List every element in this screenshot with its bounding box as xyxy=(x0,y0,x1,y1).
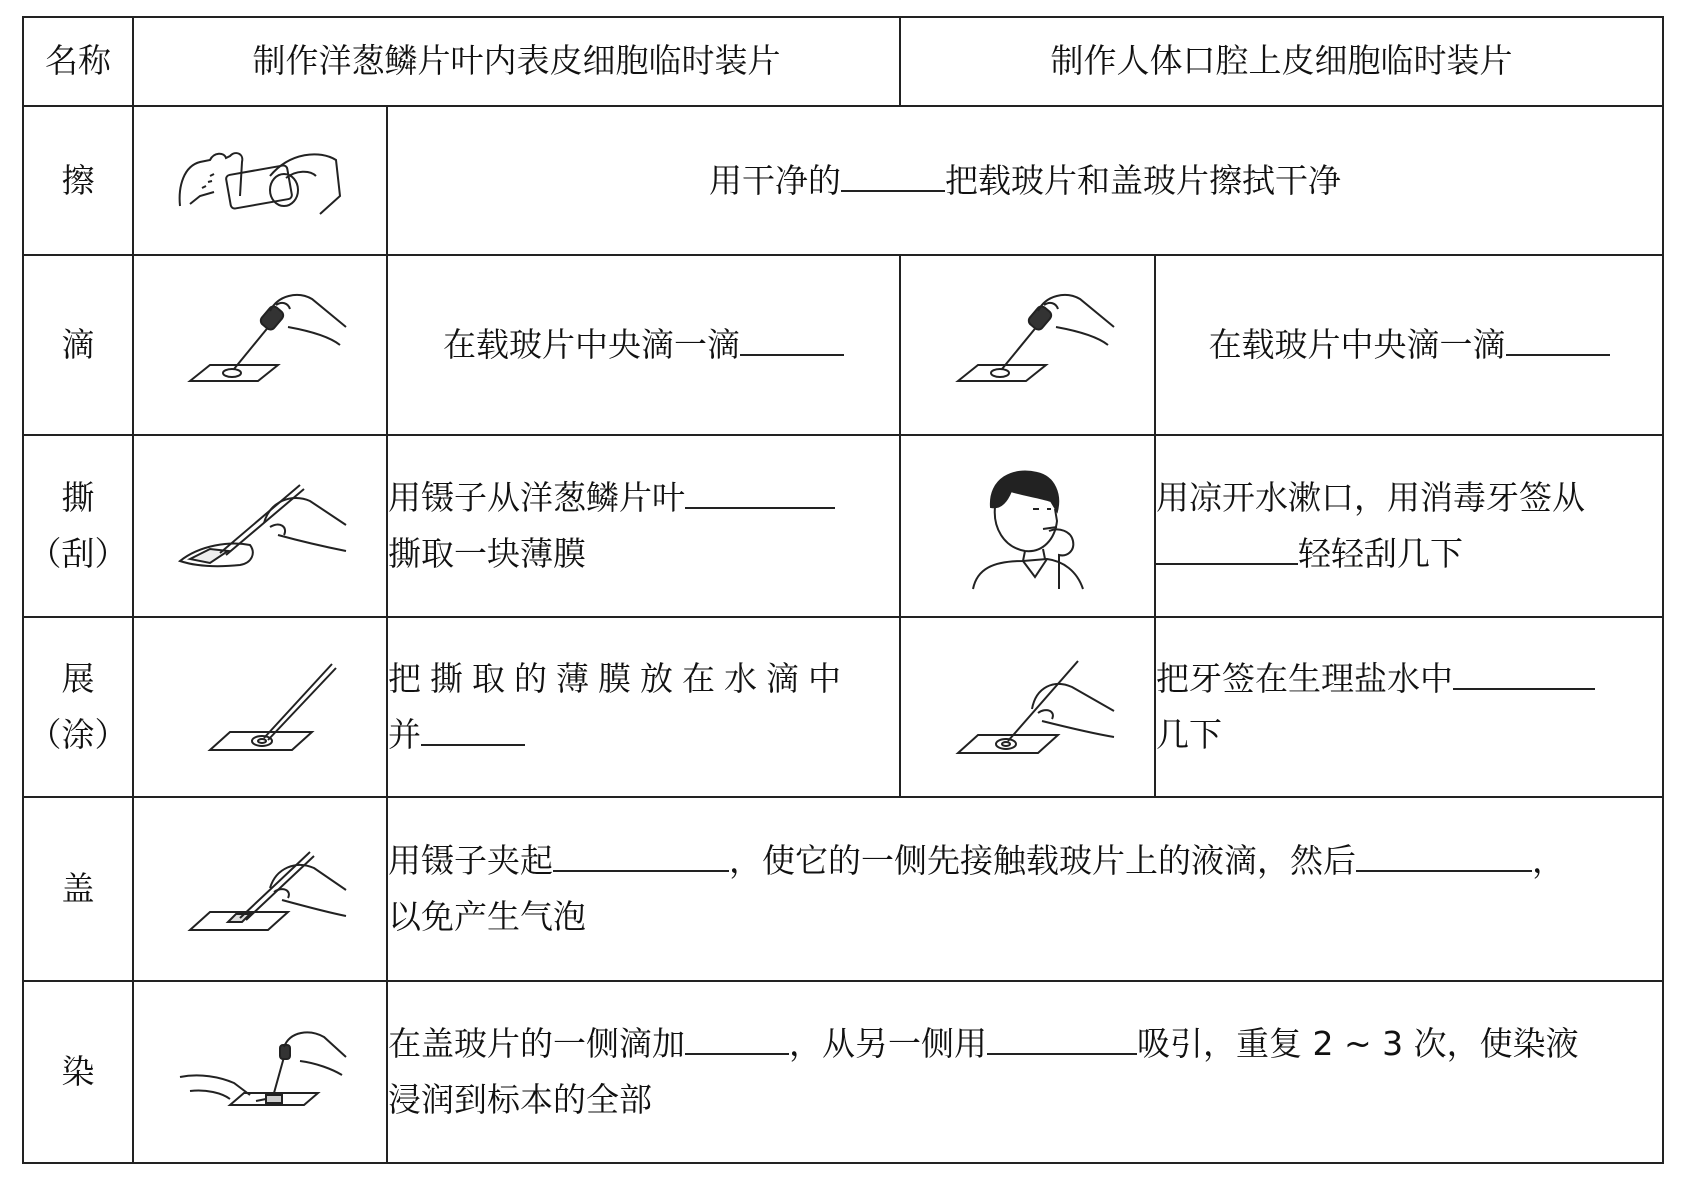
tear-onion-line1 xyxy=(388,470,899,526)
step-stain: 染 xyxy=(23,981,133,1163)
stain-blank-1[interactable] xyxy=(685,1019,789,1055)
row-cover xyxy=(23,797,1663,981)
row-wipe xyxy=(23,106,1663,256)
drop-cheek-blank[interactable] xyxy=(1506,320,1610,356)
tear-figure xyxy=(133,435,387,617)
spread-cheek-blank[interactable] xyxy=(1453,654,1595,690)
stain-text1: 在盖玻片的一侧滴加 xyxy=(388,1024,685,1064)
row-stain xyxy=(23,981,1663,1163)
tear-onion-line2: 撕取一块薄膜 xyxy=(388,534,586,574)
step-spread xyxy=(23,617,133,797)
drop-onion-blank[interactable] xyxy=(740,320,844,356)
spread-onion-text2: 并 xyxy=(388,715,421,755)
step-cover: 盖 xyxy=(23,797,133,981)
step-tear-alt: （刮） xyxy=(28,534,128,574)
drop-cheek-instruction xyxy=(1155,255,1663,435)
stain-figure xyxy=(133,981,387,1163)
spread-cheek-line2: 几下 xyxy=(1156,715,1222,755)
spread-cheek-text1: 把牙签在生理盐水中 xyxy=(1156,659,1453,699)
cover-line2: 以免产生气泡 xyxy=(388,897,586,937)
cover-blank-2[interactable] xyxy=(1356,836,1532,872)
scrape-instruction xyxy=(1155,435,1663,617)
cover-text2: ，使它的一侧先接触载玻片上的液滴，然后 xyxy=(729,841,1356,881)
cover-line1 xyxy=(388,833,1662,889)
boy-scraping-cheek-icon xyxy=(963,461,1093,591)
drop-cheek-text: 在载玻片中央滴一滴 xyxy=(1208,325,1506,365)
header-row xyxy=(23,17,1663,106)
stain-line2: 浸润到标本的全部 xyxy=(388,1080,652,1120)
step-tear xyxy=(23,435,133,617)
step-tear-main: 撕 xyxy=(61,478,95,518)
spread-onion-instruction xyxy=(387,617,900,797)
tweezers-tearing-onion-icon xyxy=(170,471,350,581)
spread-cheek-line1 xyxy=(1156,651,1662,707)
row-drop xyxy=(23,255,1663,435)
spread-cheek-figure xyxy=(900,617,1155,797)
spread-onion-figure xyxy=(133,617,387,797)
row-spread xyxy=(23,617,1663,797)
stain-text3: 吸引，重复 2 ~ 3 次，使染液 xyxy=(1137,1024,1579,1064)
wipe-text-after: 把载玻片和盖玻片擦拭干净 xyxy=(945,160,1341,200)
spread-onion-line1: 把撕取的薄膜放在水滴中 xyxy=(388,659,850,699)
name-header: 名称 xyxy=(23,17,133,106)
scrape-figure xyxy=(900,435,1155,617)
step-spread-main: 展 xyxy=(61,659,95,699)
stain-text2: ，从另一侧用 xyxy=(789,1024,987,1064)
wipe-instruction xyxy=(387,106,1663,256)
stain-instruction xyxy=(387,981,1663,1163)
wipe-text-before: 用干净的 xyxy=(709,160,841,200)
hands-wiping-slide-icon xyxy=(170,126,350,236)
drop-onion-figure xyxy=(133,255,387,435)
drop-cheek-figure xyxy=(900,255,1155,435)
toothpick-smearing-on-slide-icon xyxy=(938,647,1118,767)
step-spread-alt: （涂） xyxy=(28,715,128,755)
stain-blank-2[interactable] xyxy=(987,1019,1137,1055)
wipe-figure xyxy=(133,106,387,256)
scrape-cheek-line1: 用凉开水漱口，用消毒牙签从 xyxy=(1156,478,1585,518)
step-drop: 滴 xyxy=(23,255,133,435)
dropper-over-slide-icon xyxy=(170,285,350,405)
cover-text3: ， xyxy=(1532,841,1565,881)
cover-instruction xyxy=(387,797,1663,981)
row-tear xyxy=(23,435,1663,617)
scrape-cheek-line2 xyxy=(1156,526,1662,582)
tear-onion-text1: 用镊子从洋葱鳞片叶 xyxy=(388,478,685,518)
scrape-cheek-text2: 轻轻刮几下 xyxy=(1298,534,1463,574)
procedure-table xyxy=(22,16,1664,1164)
step-wipe: 擦 xyxy=(23,106,133,256)
tweezers-placing-coverslip-icon xyxy=(170,834,350,944)
spread-cheek-instruction xyxy=(1155,617,1663,797)
staining-with-dropper-icon xyxy=(170,1017,350,1127)
tear-onion-blank[interactable] xyxy=(685,473,835,509)
drop-onion-instruction xyxy=(387,255,900,435)
drop-onion-text: 在载玻片中央滴一滴 xyxy=(443,325,740,365)
dropper-over-slide-icon xyxy=(938,285,1118,405)
cheek-title: 制作人体口腔上皮细胞临时装片 xyxy=(900,17,1663,106)
cover-blank-1[interactable] xyxy=(553,836,729,872)
onion-title: 制作洋葱鳞片叶内表皮细胞临时装片 xyxy=(133,17,900,106)
stain-line1 xyxy=(388,1016,1662,1072)
spread-onion-blank[interactable] xyxy=(421,710,525,746)
cover-text1: 用镊子夹起 xyxy=(388,841,553,881)
needle-spreading-on-slide-icon xyxy=(170,652,350,762)
tear-instruction xyxy=(387,435,900,617)
wipe-blank[interactable] xyxy=(841,156,945,192)
scrape-blank[interactable] xyxy=(1156,529,1298,565)
spread-onion-line2 xyxy=(388,707,899,763)
cover-figure xyxy=(133,797,387,981)
